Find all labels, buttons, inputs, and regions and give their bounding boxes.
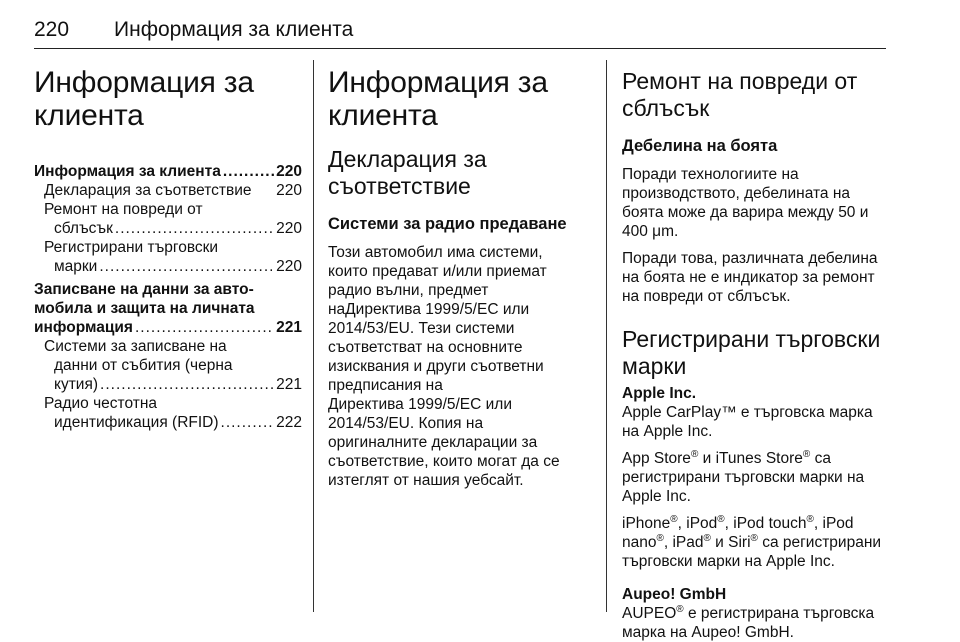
registered-mark: ® <box>750 532 758 544</box>
toc-leader <box>135 318 274 337</box>
paragraph <box>328 243 588 490</box>
section-heading <box>622 326 888 380</box>
toc-heading-line: Информация за <box>34 66 254 99</box>
registered-mark: ® <box>806 513 814 525</box>
registered-mark: ® <box>670 513 678 525</box>
brand-name: Aupeo! GmbH <box>622 586 727 603</box>
text-run: и Siri <box>710 534 751 551</box>
declaration-column <box>328 54 588 490</box>
registered-mark: ® <box>703 532 711 544</box>
paragraph <box>622 165 888 241</box>
toc-entry[interactable] <box>34 200 302 238</box>
text-line: съответстват на основните <box>328 339 523 356</box>
text-run: AUPEO <box>622 605 677 622</box>
text-run: , iPad <box>663 534 704 551</box>
text-line: на повреди от сблъсък. <box>622 288 791 305</box>
toc-entry-label: кутия) <box>54 376 99 393</box>
text-run: са регистрирани <box>757 534 882 551</box>
text-run: и iTunes Store <box>698 450 803 467</box>
text-line: марка на Aupeo! GmbH. <box>622 624 794 641</box>
toc-entry-page: 220 <box>276 182 302 199</box>
toc-column <box>34 54 302 432</box>
text-line <box>622 533 888 552</box>
toc-leader <box>223 162 274 181</box>
toc-entry-page: 221 <box>276 376 302 393</box>
toc-heading <box>34 66 302 132</box>
paragraph <box>622 604 888 642</box>
repair-trademarks-column <box>622 54 888 642</box>
text-line: наДиректива 1999/5/ЕС или <box>328 301 530 318</box>
toc-entry[interactable] <box>34 280 302 337</box>
brand-name: Apple Inc. <box>622 385 697 402</box>
toc-entry-page: 222 <box>276 414 302 431</box>
toc-entry-label: информация <box>34 319 133 336</box>
text-line: боята може да варира между 50 и <box>622 204 869 221</box>
section-heading-line: Регистрирани търговски <box>622 326 881 352</box>
text-line: Поради това, различната дебелина <box>622 250 878 267</box>
text-line: търговски марки на Apple Inc. <box>622 553 835 570</box>
toc-entry-page: 220 <box>276 220 302 237</box>
text-line <box>622 604 888 623</box>
page-number: 220 <box>34 18 70 41</box>
toc-entry-label: мобила и защита на личната <box>34 300 255 317</box>
registered-mark: ® <box>676 603 684 615</box>
section-heading-line: клиента <box>328 99 438 132</box>
toc-entry-label: идентификация (RFID) <box>54 414 219 431</box>
text-run: , iPod <box>677 515 718 532</box>
toc-entry-label: данни от събития (черна <box>54 357 233 374</box>
toc-entry-label: Записване на данни за авто- <box>34 281 254 298</box>
toc-entry-label: Информация за клиента <box>34 163 221 180</box>
paragraph <box>622 449 888 506</box>
section-heading-line: Информация за <box>328 66 548 99</box>
section-heading <box>328 66 588 132</box>
text-line: Този автомобил има системи, <box>328 244 543 261</box>
text-line <box>622 449 888 468</box>
text-line: предписания на <box>328 377 443 394</box>
text-line: изисквания и други съответни <box>328 358 544 375</box>
toc-leader <box>115 219 274 238</box>
table-of-contents <box>34 162 302 432</box>
toc-entry-label: сблъсък <box>54 220 113 237</box>
paragraph <box>622 249 888 306</box>
paragraph <box>622 514 888 571</box>
registered-mark: ® <box>656 532 664 544</box>
toc-leader <box>100 375 274 394</box>
text-line: Директива 1999/5/ЕС или <box>328 396 513 413</box>
subsection-heading <box>328 146 588 200</box>
toc-heading-line: клиента <box>34 99 144 132</box>
registered-mark: ® <box>690 448 699 460</box>
running-title: Информация за клиента <box>114 18 354 41</box>
text-line: 400 μm. <box>622 223 679 240</box>
text-run: iPhone <box>622 515 671 532</box>
toc-entry-page: 220 <box>276 163 302 180</box>
toc-entry-label: Декларация за съответствие <box>44 182 252 199</box>
text-run: са <box>810 450 831 467</box>
text-run: App Store <box>622 450 691 467</box>
toc-entry[interactable] <box>34 181 302 200</box>
toc-entry[interactable] <box>34 162 302 181</box>
column-divider <box>606 60 607 612</box>
toc-entry-label: Ремонт на повреди от <box>44 201 203 218</box>
toc-entry-page: 221 <box>276 319 302 336</box>
text-line: изтеглят от нашия уебсайт. <box>328 472 524 489</box>
registered-mark: ® <box>802 448 811 460</box>
paragraph <box>622 403 888 441</box>
toc-entry-page: 220 <box>276 258 302 275</box>
text-line: на боята не е индикатор за ремонт <box>622 269 875 286</box>
text-line: 2014/53/EU. Копия на <box>328 415 484 432</box>
text-line: радио вълни, предмет <box>328 282 489 299</box>
toc-entry[interactable] <box>34 337 302 394</box>
section-heading-line: марки <box>622 353 687 379</box>
section-heading-line: Ремонт на повреди от <box>622 68 858 94</box>
text-run: nano <box>622 534 657 551</box>
text-run: , iPod touch <box>724 515 807 532</box>
topic-heading: Системи за радио предаване <box>328 215 567 233</box>
toc-entry-label: марки <box>54 258 98 275</box>
text-run: е регистрирана търговска <box>683 605 875 622</box>
text-line: съответствие, които могат да се <box>328 453 560 470</box>
section-heading <box>622 68 888 122</box>
text-line: оригиналните декларации за <box>328 434 538 451</box>
topic-heading: Дебелина на боята <box>622 137 778 155</box>
column-divider <box>313 60 314 612</box>
subsection-heading-line: Декларация за <box>328 146 487 172</box>
text-run: , iPod <box>813 515 854 532</box>
text-line: които предават и/или приемат <box>328 263 547 280</box>
toc-leader <box>221 413 275 432</box>
section-heading-line: сблъсък <box>622 95 710 121</box>
toc-entry[interactable] <box>34 238 302 276</box>
text-line: Apple CarPlay™ е търговска марка <box>622 404 873 421</box>
text-line: регистрирани търговски марки на <box>622 469 865 486</box>
subsection-heading-line: съответствие <box>328 173 471 199</box>
text-line: производството, дебелината на <box>622 185 851 202</box>
text-line: Apple Inc. <box>622 488 691 505</box>
toc-entry[interactable] <box>34 394 302 432</box>
toc-entry-label: Системи за записване на <box>44 338 227 355</box>
toc-entry-label: Радио честотна <box>44 395 158 412</box>
text-line: на Apple Inc. <box>622 423 713 440</box>
text-line: 2014/53/EU. Тези системи <box>328 320 515 337</box>
text-line <box>622 514 888 533</box>
page-header <box>34 14 886 49</box>
toc-entry-label: Регистрирани търговски <box>44 239 219 256</box>
registered-mark: ® <box>717 513 725 525</box>
text-line: Поради технологиите на <box>622 166 799 183</box>
toc-leader <box>99 257 274 276</box>
